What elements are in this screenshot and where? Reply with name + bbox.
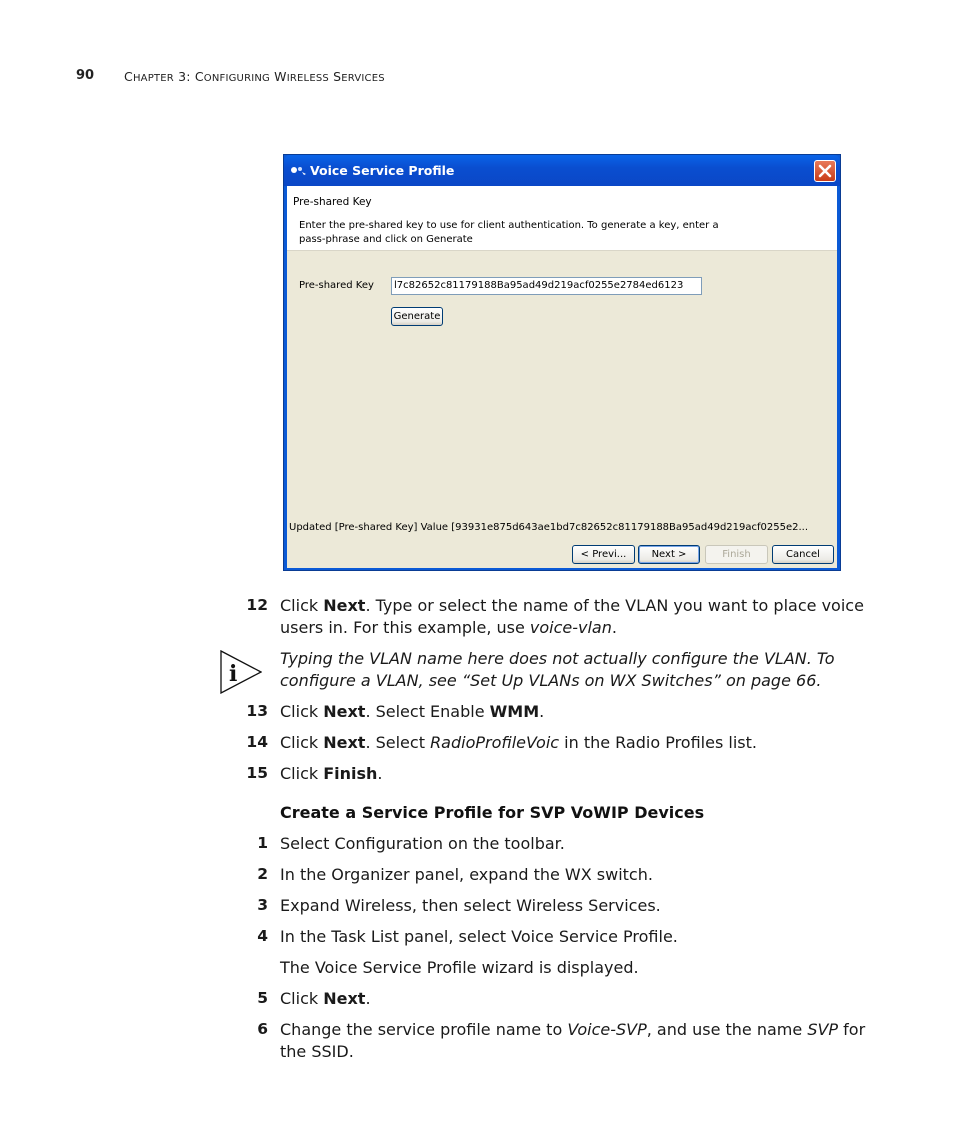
step-1-text: Select Configuration on the toolbar.: [280, 834, 565, 853]
step-6-text: [280, 1019, 880, 1063]
example-value: voice-vlan: [529, 618, 612, 637]
chapter-title-part: HAPTER: [132, 73, 174, 84]
ui-term: WMM: [489, 702, 540, 721]
text-run: Change the service profile name to: [280, 1020, 568, 1039]
chapter-title-part: S: [328, 69, 342, 84]
svg-text:i: i: [229, 661, 238, 687]
dialog-title: Voice Service Profile: [310, 163, 455, 178]
step-number: 15: [246, 764, 268, 782]
text-run: .: [377, 764, 383, 783]
ui-term: Next: [323, 989, 366, 1008]
text-run: .: [611, 618, 617, 637]
text-run: . Select: [365, 733, 431, 752]
chapter-title-part: 3: C: [173, 69, 204, 84]
step-2-text: In the Organizer panel, expand the WX switch.: [280, 865, 653, 884]
text-run: .: [539, 702, 545, 721]
step-number: 5: [257, 989, 268, 1007]
text-run: . Type or select the name of the VLAN you want to place voice: [365, 596, 864, 615]
close-icon: [815, 161, 835, 181]
dialog-titlebar[interactable]: [284, 155, 840, 186]
close-button[interactable]: [814, 160, 836, 182]
chapter-title: [124, 69, 385, 84]
previous-button[interactable]: < Previ...: [572, 545, 635, 564]
voice-service-profile-dialog: [283, 154, 841, 571]
step-number: 1: [257, 834, 268, 852]
running-head: [76, 68, 385, 84]
step-number: 4: [257, 927, 268, 945]
section-heading: Create a Service Profile for SVP VoWIP Devices: [280, 803, 705, 822]
text-run: Click: [280, 702, 324, 721]
step-15-text: [280, 763, 383, 785]
chapter-title-part: IRELESS: [286, 73, 329, 84]
text-run: in the Radio Profiles list.: [559, 733, 757, 752]
text-run: users in. For this example, use: [280, 618, 530, 637]
note-line: Typing the VLAN name here does not actually configure the VLAN. To: [280, 649, 835, 668]
chapter-title-part: ONFIGURING: [203, 73, 270, 84]
step-4-result: The Voice Service Profile wizard is displayed.: [280, 958, 639, 977]
example-value: Voice-SVP: [567, 1020, 647, 1039]
text-run: Click: [280, 596, 324, 615]
text-run: Click: [280, 764, 324, 783]
description-line: Enter the pre-shared key to use for client authentication. To generate a key, enter a: [299, 220, 719, 231]
wizard-step-title: Pre-shared Key: [293, 196, 372, 208]
ui-term: Next: [323, 596, 366, 615]
ui-term: Finish: [323, 764, 378, 783]
status-message: Updated [Pre-shared Key] Value [93931e875d643ae1bd7c82652c81179188Ba95ad49d219acf0255e2...: [289, 522, 809, 533]
step-5-text: [280, 988, 371, 1010]
app-icon: [290, 164, 307, 176]
step-4-text: In the Task List panel, select Voice Service Profile.: [280, 927, 678, 946]
wizard-step-description: [299, 219, 769, 247]
step-3-text: Expand Wireless, then select Wireless Services.: [280, 896, 661, 915]
info-note-icon: [220, 650, 262, 694]
step-number: 12: [246, 596, 268, 614]
text-run: . Select Enable: [365, 702, 490, 721]
psk-input[interactable]: l7c82652c81179188Ba95ad49d219acf0255e2784ed6123: [391, 277, 702, 295]
text-run: for: [838, 1020, 866, 1039]
step-14-text: [280, 732, 757, 754]
chapter-title-part: W: [270, 69, 287, 84]
dialog-client-area: [287, 186, 837, 568]
ui-term: Next: [323, 702, 366, 721]
step-number: 3: [257, 896, 268, 914]
page-number: 90: [76, 68, 95, 83]
text-run: .: [365, 989, 371, 1008]
chapter-title-part: C: [124, 69, 133, 84]
step-12-text: [280, 595, 880, 639]
description-line: pass-phrase and click on Generate: [299, 234, 473, 245]
step-number: 13: [246, 702, 268, 720]
wizard-header-panel: [287, 186, 837, 251]
chapter-title-part: ERVICES: [341, 73, 385, 84]
example-value: RadioProfileVoic: [430, 733, 560, 752]
text-run: the SSID.: [280, 1042, 354, 1061]
step-number: 14: [246, 733, 268, 751]
note-line: configure a VLAN, see “Set Up VLANs on WX Switches” on page 66.: [280, 671, 822, 690]
text-run: Click: [280, 733, 324, 752]
example-value: SVP: [807, 1020, 839, 1039]
step-13-text: [280, 701, 544, 723]
finish-button: Finish: [705, 545, 768, 564]
generate-button[interactable]: Generate: [391, 307, 443, 326]
step-number: 6: [257, 1020, 268, 1038]
psk-label: Pre-shared Key: [299, 280, 374, 291]
step-number: 2: [257, 865, 268, 883]
next-button[interactable]: Next >: [638, 545, 700, 564]
text-run: , and use the name: [646, 1020, 808, 1039]
text-run: Click: [280, 989, 324, 1008]
ui-term: Next: [323, 733, 366, 752]
cancel-button[interactable]: Cancel: [772, 545, 834, 564]
note-text: [280, 648, 860, 692]
